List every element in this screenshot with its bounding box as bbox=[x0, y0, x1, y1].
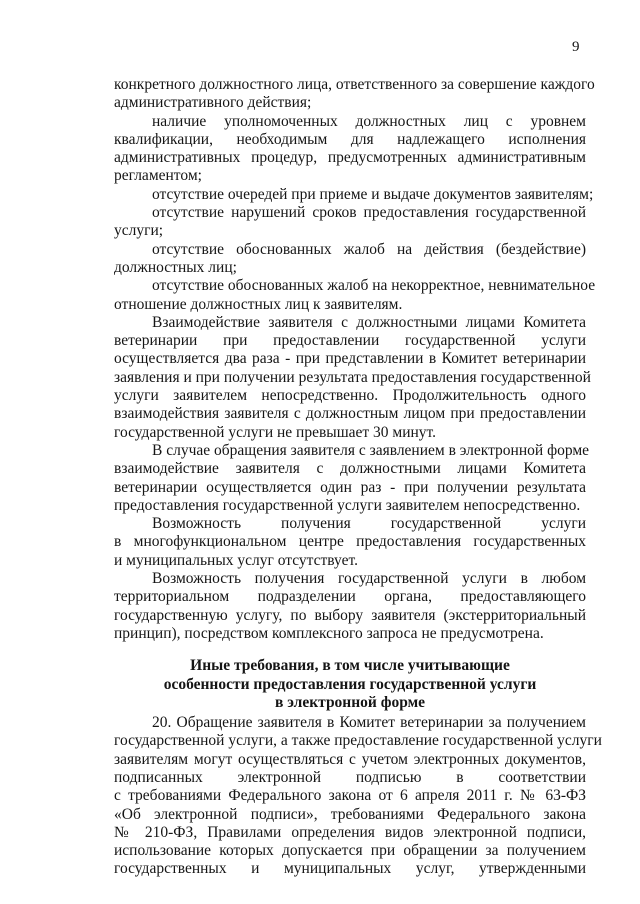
text-line: наличие уполномоченных должностных лиц с уровнем bbox=[152, 112, 586, 130]
text-line: Взаимодействие заявителя с должностными лицами Комитета bbox=[152, 313, 586, 331]
text-line: регламентом; bbox=[114, 167, 202, 185]
document-body bbox=[114, 76, 602, 879]
text-line: Возможность получения государственной услуги в любом bbox=[152, 570, 586, 588]
paragraph bbox=[114, 515, 586, 570]
text-line: услуги заявителем непосредственно. Продолжительность одного bbox=[114, 387, 586, 405]
text-line: государственной услуги, а также предоставление государственной услуги bbox=[114, 732, 602, 750]
paragraph bbox=[114, 113, 586, 186]
text-line: ветеринарии при предоставлении государственной услуги bbox=[114, 332, 586, 350]
text-line: № 210-ФЗ, Правилами определения видов электронной подписи, bbox=[114, 823, 586, 841]
paragraph bbox=[114, 313, 591, 442]
text-line: отсутствие очередей при приеме и выдаче документов заявителям; bbox=[152, 185, 594, 203]
text-line: 20. Обращение заявителя в Комитет ветеринарии за получением bbox=[152, 714, 586, 732]
heading-line: Иные требования, в том числе учитывающие bbox=[190, 657, 510, 675]
paragraph bbox=[114, 185, 594, 204]
text-line: государственных и муниципальных услуг, утвержденными bbox=[114, 860, 586, 878]
page-number: 9 bbox=[572, 39, 580, 55]
paragraph bbox=[114, 441, 590, 515]
text-line: отсутствие обоснованных жалоб на некорректное, невнимательное bbox=[152, 277, 596, 295]
text-line: заявителям могут осуществляться с учетом электронных документов, bbox=[114, 750, 586, 768]
text-line: принцип), посредством комплексного запроса не предусмотрена. bbox=[114, 624, 544, 642]
text-line: осуществляется два раза - при представлении в Комитет ветеринарии bbox=[114, 350, 586, 368]
text-line: с требованиями Федерального закона от 6 апреля 2011 г. № 63-ФЗ bbox=[114, 787, 586, 805]
text-line: использование которых допускается при обращении за получением bbox=[114, 842, 586, 860]
heading-line: особенности предоставления государственной услуги bbox=[163, 675, 537, 693]
text-line: квалификации, необходимым для надлежащего исполнения bbox=[114, 130, 586, 148]
paragraph bbox=[114, 277, 596, 314]
text-line: взаимодействия заявителя с должностным лицом при предоставлении bbox=[114, 405, 586, 423]
text-line: конкретного должностного лица, ответственного за совершение каждого bbox=[114, 76, 595, 93]
section-heading bbox=[114, 657, 586, 712]
text-line: отношение должностных лиц к заявителям. bbox=[114, 295, 403, 313]
heading-line: в электронной форме bbox=[274, 693, 426, 711]
text-line: государственную услугу, по выбору заявителя (экстерриториальный bbox=[114, 606, 586, 624]
text-line: отсутствие обоснованных жалоб на действия (бездействие) bbox=[152, 240, 586, 258]
text-line: территориальном подразделении органа, предоставляющего bbox=[114, 588, 586, 606]
text-line: Возможность получения государственной услуги bbox=[152, 515, 586, 533]
text-line: услуги; bbox=[114, 222, 164, 240]
text-line: должностных лиц; bbox=[114, 258, 237, 276]
paragraph bbox=[114, 241, 586, 278]
text-line: В случае обращения заявителя с заявлением в электронной форме bbox=[152, 441, 590, 459]
paragraph-20 bbox=[114, 714, 602, 879]
text-line: предоставления государственной услуги заявителем непосредственно. bbox=[114, 496, 581, 514]
text-line: и муниципальных услуг отсутствует. bbox=[114, 551, 358, 569]
text-line: «Об электронной подписи», требованиями Федерального закона bbox=[114, 805, 586, 823]
text-line: взаимодействие заявителя с должностными лицами Комитета bbox=[114, 460, 586, 478]
text-line: подписанных электронной подписью в соответствии bbox=[114, 768, 586, 786]
paragraph bbox=[114, 570, 586, 643]
text-line: ветеринарии осуществляется один раз - при получении результата bbox=[114, 478, 586, 496]
text-line: заявления и при получении результата предоставления государственной bbox=[114, 368, 591, 386]
text-line: административного действия; bbox=[114, 94, 312, 112]
text-line: государственной услуги не превышает 30 минут. bbox=[114, 423, 437, 441]
text-line: в многофункциональном центре предоставления государственных bbox=[114, 533, 586, 551]
text-line: административных процедур, предусмотренных административным bbox=[114, 149, 586, 167]
paragraph bbox=[114, 76, 595, 113]
text-line: отсутствие нарушений сроков предоставления государственной bbox=[152, 204, 586, 222]
paragraph bbox=[114, 204, 586, 241]
